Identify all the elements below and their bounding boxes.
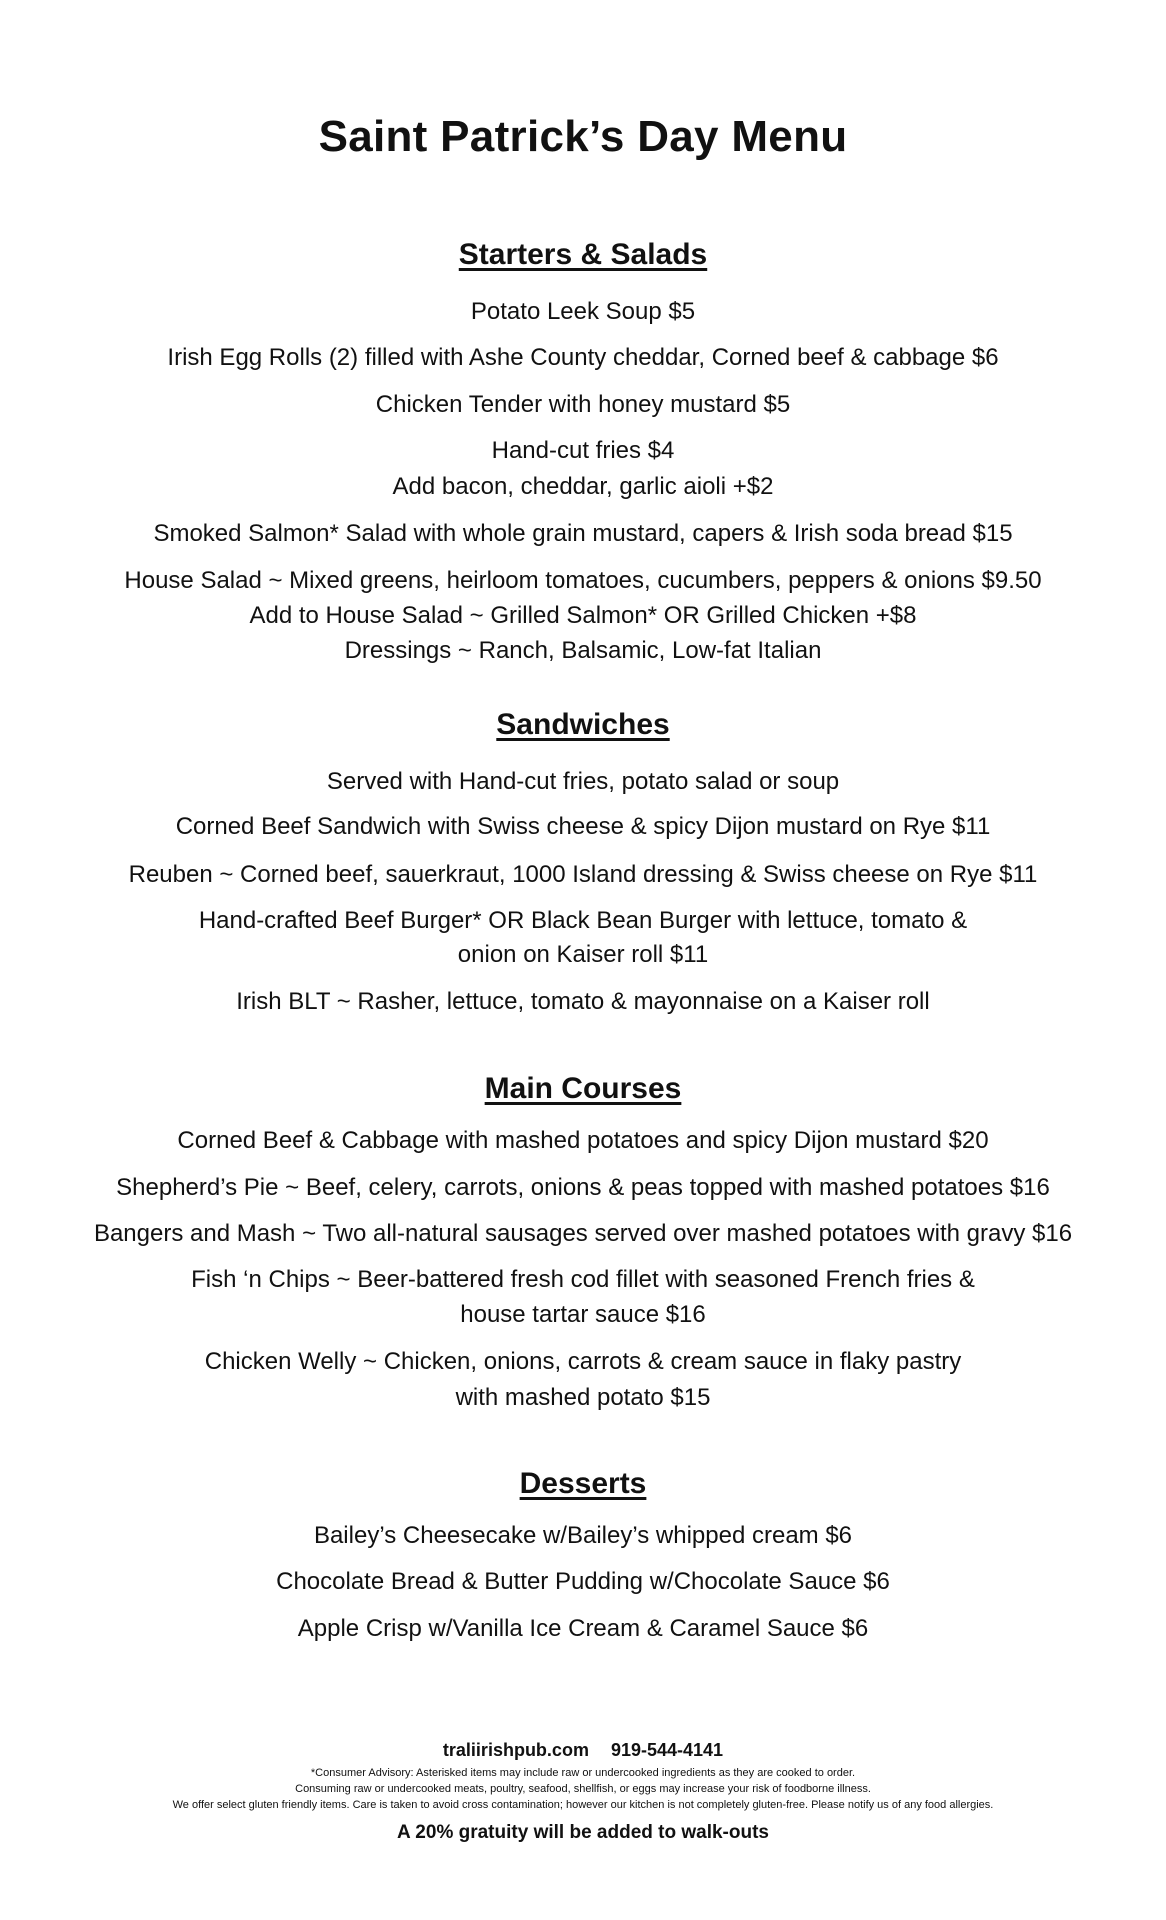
menu-item: Corned Beef & Cabbage with mashed potatoes and spicy Dijon mustard $20 [177,1127,989,1154]
section-note: Served with Hand-cut fries, potato salad or soup [326,768,840,795]
menu-item: Chocolate Bread & Butter Pudding w/Chocolate Sauce $6 [276,1568,890,1595]
consumer-advisory: *Consumer Advisory: Asterisked items may include raw or undercooked ingredients as they are cooked to order. [310,1767,856,1779]
section-heading-starters: Starters & Salads [458,238,708,271]
menu-item: Potato Leek Soup $5 [470,298,696,325]
menu-item: Chicken Tender with honey mustard $5 [375,391,791,418]
menu-item: Hand-cut fries $4 [491,437,675,464]
website-link[interactable]: traliirishpub.com [442,1740,589,1760]
menu-item-continued: house tartar sauce $16 [460,1301,706,1328]
menu-item-addon: Dressings ~ Ranch, Balsamic, Low-fat Italian [344,637,822,664]
menu-item-continued: with mashed potato $15 [455,1384,711,1411]
section-heading-sandwiches: Sandwiches [496,708,670,741]
menu-item: Smoked Salmon* Salad with whole grain mustard, capers & Irish soda bread $15 [153,520,1013,547]
menu-item: Hand-crafted Beef Burger* OR Black Bean Burger with lettuce, tomato & [198,907,968,934]
menu-item: Apple Crisp w/Vanilla Ice Cream & Caramel Sauce $6 [297,1615,869,1642]
phone-number: 919-544-4141 [610,1740,724,1760]
section-heading-desserts: Desserts [519,1467,647,1500]
consumer-advisory: Consuming raw or undercooked meats, poultry, seafood, shellfish, or eggs may increase your risk of foodborne illness. [295,1783,871,1795]
menu-item: Reuben ~ Corned beef, sauerkraut, 1000 Island dressing & Swiss cheese on Rye $11 [128,861,1038,888]
menu-item: Bailey’s Cheesecake w/Bailey’s whipped cream $6 [313,1522,853,1549]
menu-item-addon: Add to House Salad ~ Grilled Salmon* OR Grilled Chicken +$8 [249,602,917,629]
page-title: Saint Patrick’s Day Menu [318,112,848,161]
menu-item: Irish BLT ~ Rasher, lettuce, tomato & mayonnaise on a Kaiser roll [236,988,930,1015]
menu-item: Shepherd’s Pie ~ Beef, celery, carrots, onions & peas topped with mashed potatoes $16 [116,1174,1050,1201]
menu-item: Corned Beef Sandwich with Swiss cheese & spicy Dijon mustard on Rye $11 [175,813,991,840]
menu-item: Chicken Welly ~ Chicken, onions, carrots & cream sauce in flaky pastry [204,1348,962,1375]
menu-item: Irish Egg Rolls (2) filled with Ashe County cheddar, Corned beef & cabbage $6 [167,344,999,371]
allergy-note: We offer select gluten friendly items. Care is taken to avoid cross contamination; however our kitchen is not completely gluten-free. Please notify us of any food allergies. [172,1799,994,1811]
section-heading-mains: Main Courses [484,1072,682,1105]
menu-item: Bangers and Mash ~ Two all-natural sausages served over mashed potatoes with gravy $16 [93,1220,1073,1247]
menu-item-addon: Add bacon, cheddar, garlic aioli +$2 [392,473,774,500]
footer-contact [0,1740,1166,1761]
menu-item: House Salad ~ Mixed greens, heirloom tomatoes, cucumbers, peppers & onions $9.50 [124,567,1042,594]
menu-item-continued: onion on Kaiser roll $11 [457,941,709,968]
menu-item: Fish ‘n Chips ~ Beer-battered fresh cod fillet with seasoned French fries & [191,1266,975,1293]
gratuity-note: A 20% gratuity will be added to walk-outs [397,1822,769,1843]
